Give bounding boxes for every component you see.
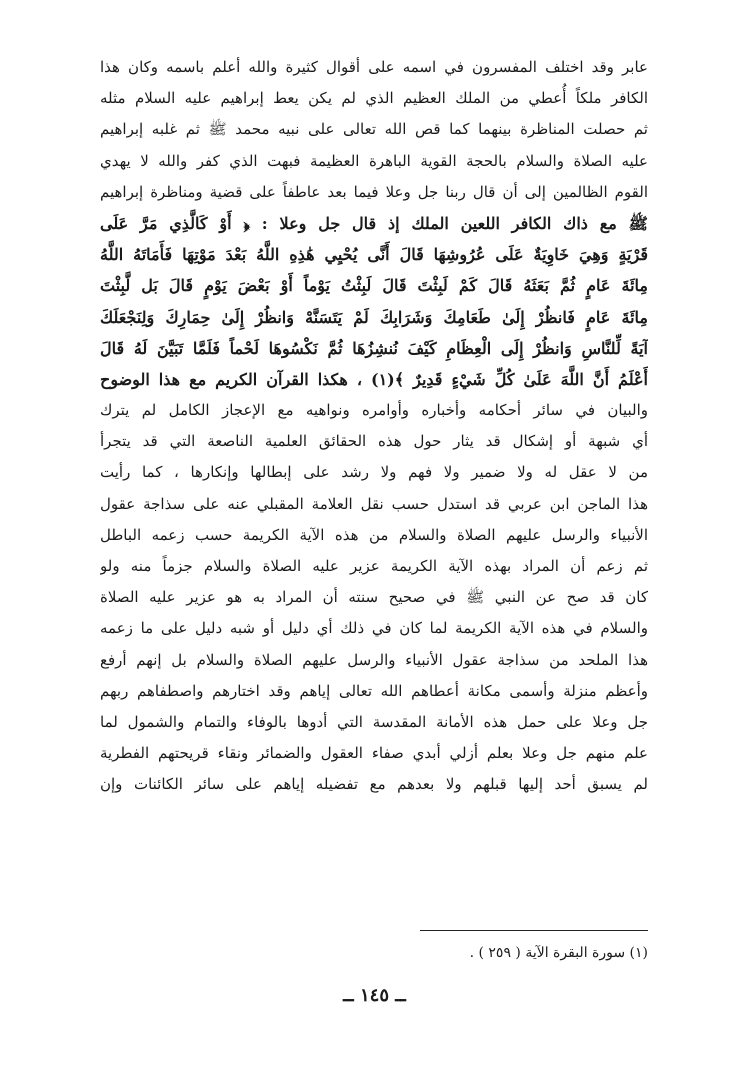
- text-line: لم يسبق أحد إليها قبلهم ولا بعدهم مع تفضيله إياهم على سائر الكائنات وإن: [100, 775, 648, 794]
- quran-verse-line: أَعْلَمُ أَنَّ اللَّهَ عَلَىٰ كُلِّ شَيْءٍ قَدِيرٌ ﴾(١) ، هكذا القرآن الكريم مع هذا الوضوح: [100, 369, 648, 389]
- footnote-divider: [420, 930, 648, 931]
- text-line: الكافر ملكاً أُعطي من الملك العظيم الذي لم يكن يعط إبراهيم عليه السلام مثله: [100, 89, 648, 108]
- text-line: من لا عقل له ولا ضمير ولا فهم ولا رشد على إبطالها وإنكارها ، كما رأيت: [100, 463, 648, 482]
- text-line: عليه الصلاة والسلام بالحجة القوية الباهرة العظيمة فبهت الذي كفر والله لا يهدي: [100, 151, 648, 170]
- text-line: ثم حصلت المناظرة بينهما كما قص الله تعالى على نبيه محمد ﷺ ثم غلبه إبراهيم: [100, 120, 648, 139]
- text-line: ثم زعم أن المراد بهذه الآية الكريمة عزير عليه الصلاة والسلام جزماً منه ولو: [100, 557, 648, 575]
- text-line: الأنبياء والرسل عليهم الصلاة والسلام من هذه الآية الكريمة حسب زعمه الباطل: [100, 525, 648, 544]
- text-line: والسلام في هذه الآية الكريمة لما كان في ذلك أي دليل أو شبه دليل على ما زعمه: [100, 619, 648, 638]
- quran-verse-line: ﷺ مع ذاك الكافر اللعين الملك إذ قال جل وعلا : ﴿ أَوْ كَالَّذِي مَرَّ عَلَى: [100, 213, 648, 233]
- footnote: (١) سورة البقرة الآية ( ٢٥٩ ) .: [469, 945, 648, 961]
- text-line: أي شبهة أو إشكال قد يثار حول هذه الحقائق العلمية الناصعة التي قد يتجرأ: [100, 432, 648, 451]
- text-line: كان قد صح عن النبي ﷺ في صحيح سنته أن المراد به هو عزير عليه الصلاة: [100, 588, 648, 607]
- text-line: هذا الماجن ابن عربي قد استدل حسب نقل العلامة المقبلي عنه على سذاجة عقول: [100, 494, 648, 513]
- page-number: ــ ١٤٥ ــ: [343, 985, 406, 1006]
- text-line: علم منهم جل وعلا بعلم أزلي أبدي صفاء العقول والضمائر ونقاء قريحتهم الفطرية: [100, 744, 648, 763]
- quran-verse-line: آيَةً لِّلنَّاسِ وَانظُرْ إِلَى الْعِظَامِ كَيْفَ نُنشِزُهَا ثُمَّ نَكْسُوهَا لَحْماً فَلَمَّا تَبَيَّنَ لَهُ قَالَ: [100, 338, 648, 358]
- text-line: وأعظم منزلة وأسمى مكانة أعطاهم الله تعالى إياهم وقد اختارهم واصطفاهم ربهم: [100, 681, 648, 700]
- text-line: هذا الملحد من سذاجة عقول الأنبياء والرسل عليهم الصلاة والسلام بل إنهم أرفع: [100, 650, 648, 669]
- body-text: [100, 52, 648, 801]
- quran-verse-line: قَرْيَةٍ وَهِيَ خَاوِيَةٌ عَلَى عُرُوشِهَا قَالَ أَنَّى يُحْيِي هَٰذِهِ اللَّهُ بَعْدَ مَوْتِهَا فَأَمَاتَهُ اللَّهُ: [100, 245, 648, 265]
- text-line: القوم الظالمين إلى أن قال ربنا جل وعلا فيما بعد عاطفاً على قضية ومناظرة إبراهيم: [100, 182, 648, 201]
- text-line: عابر وقد اختلف المفسرون في اسمه على أقوال كثيرة والله أعلم باسمه وكان هذا: [100, 58, 648, 76]
- quran-verse-line: مِائَةَ عَامٍ فَانظُرْ إِلَىٰ طَعَامِكَ وَشَرَابِكَ لَمْ يَتَسَنَّهْ وَانظُرْ إِلَىٰ حِمَارِكَ وَلِنَجْعَلَكَ: [100, 307, 648, 327]
- text-line: جل وعلا على حمل هذه الأمانة المقدسة التي أدوها بالوفاء والتمام والشمول لما: [100, 712, 648, 731]
- quran-verse-line: مِائَةَ عَامٍ ثُمَّ بَعَثَهُ قَالَ كَمْ لَبِثْتَ قَالَ لَبِثْتُ يَوْماً أَوْ بَعْضَ يَوْمٍ قَالَ بَل لَّبِثْتَ: [100, 276, 648, 296]
- text-line: والبيان في سائر أحكامه وأخباره وأوامره ونواهيه مع الإعجاز الكامل لم يترك: [100, 401, 648, 420]
